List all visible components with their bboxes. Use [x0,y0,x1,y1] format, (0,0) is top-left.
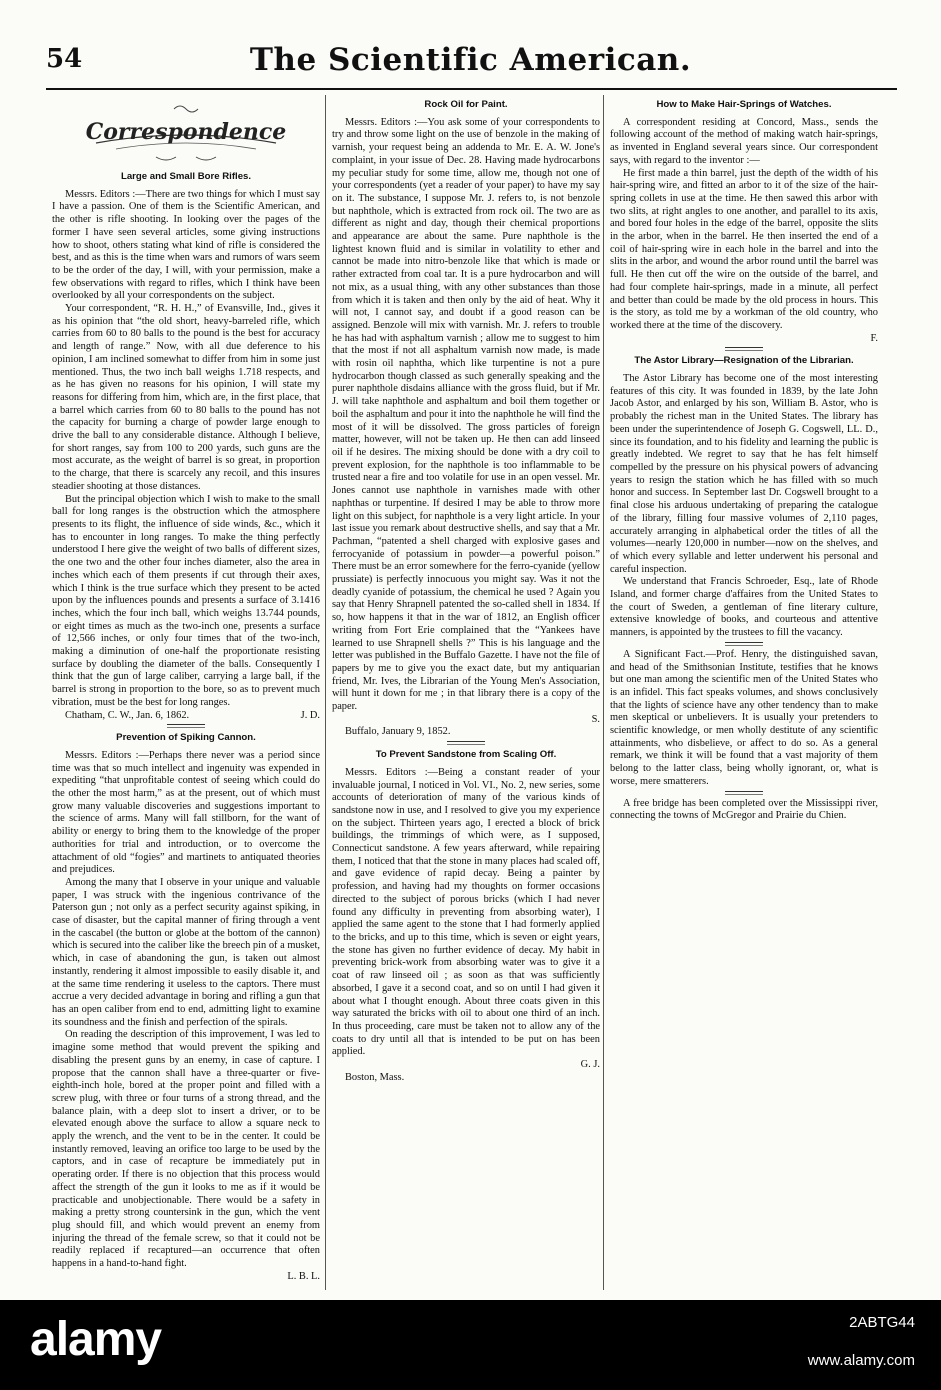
article-paragraph: We understand that Francis Schroeder, Esq., late of Rhode Island, and former charge d'affaires from the United States to the court of Sweden, a gentleman of fine literary culture, extensive knowledge of books, and courteous and attentive manners, is appointed by the trustees to fill the vacancy. [610,576,878,639]
article-signature: L. B. L. [287,1270,320,1282]
article-signature: J. D. [300,709,320,721]
correspondence-banner-art [86,99,286,163]
article-paragraph: Messrs. Editors :—Being a constant reader of your invaluable journal, I noticed in Vol. VI., No. 2, new series, some accounts of deterioration of many of the various kinds of sandstone now in use, and I resolved to give you my experience on the subject. Thirteen years ago, I erected a block of brick buildings, the trimmings of which were, as I supposed, Connecticut sandstone. A few years afterward, while repairing them, I noticed that that the stone in many places had scaled off, and gave evidence of rapid decay. Being a painter by profession, and having had my thoughts on former occasions directed to the subject of porous bricks (which I had never found any difficulty in preventing from absorbing water), I applied the same agent to the stone that I had formerly applied to the bricks, and up to this time, which is seven or eight years, the stone has given no further evidence of decay. My habit in preventing brick-work from absorbing water was to give it a coat of raw linseed oil ; as soon as that was sufficiently absorbed, I gave it a second coat, and so on until I had given it about what I thought enough. About three coats given in this way saturated the bricks with oil to about one third of an inch. In thus proceeding, care must be taken not to allow any of the coats to dry until all that is intended to be put on has been applied. [332,766,600,1058]
article-paragraph: Your correspondent, “R. H. H.,” of Evansville, Ind., gives it as his opinion that “the old short, heavy-barreled rifle, which carries from 60 to 80 balls to the pound is the best for accuracy and length of range.” Now, with all due deference to his opinion, I am inclined somewhat to differ from him in some just mentioned. Thus, the two inch ball weighs 1.718 respects, and as he has given no reasons for his opinion, I will state my reasons for differing from him, which are, in the first place, that a barrel which carries from 60 to 80 balls to the pound has not the capacity for burning a charge of powder large enough to drive the ball to any considerable distance. Although I believe, for short ranges, say from 100 to 200 yards, such guns are the most accurate, as the weight of barrel is so great, in proportion to the charge, that there is scarcely any recoil, and this insures steadier shooting at those distances. [52,303,320,492]
article-title: To Prevent Sandstone from Scaling Off. [375,749,557,761]
article-signature: F. [870,332,878,344]
article-title: Rock Oil for Paint. [424,99,508,110]
section-divider [725,791,763,795]
banner-title: Correspondence [86,119,286,145]
column-divider [603,95,604,1290]
article-paragraph: But the principal objection which I wish to make to the small ball for long ranges is the obstruction which the atmosphere presents to its flight, the influence of side winds, &c., which it has to encounter in long ranges. To make the thing perfectly understood I here give the weight of two balls of different sizes, the one two and the other four inches diameter, also the area in inches which each of them presents if cut through their axes, which I think is the true surface which they present to be acted upon by the influences pounds and presents a surface of 3.1416 inches, which the four inch ball, which weighs 13.744 pounds, or eight times as much as the two-inch one, presents a surface of 12,566 inches, or only four times that of the two-inch, making a diminution of one-half the proportionate resisting surface by doubling the diameter of the balls. Consequently I think that the gun of large caliber, carrying a large ball, if the barrel is strong in proportion to the bore, so as to prevent much vibration, must be the best for long ranges. [52,493,320,708]
article-signature-line [332,714,600,727]
article-place-date: Buffalo, January 9, 1852. [345,726,451,738]
section-divider [725,642,763,646]
column-3 [610,95,878,823]
article-title: Large and Small Bore Rifles. [120,171,252,182]
column-1 [52,95,320,1283]
article-paragraph: Messrs. Editors :—Perhaps there never was a period since time was that so much intellect and ingenuity was expended in expediting “that unprofitable contest of seeing which could do the other the most harm,” as at the present, out of which must grow many valuable discoveries and suggestions important to the science of arms. Many will fall stillborn, for the want of ability or energy to bring them to the knowledge of the proper authorities for trial and introduction, or to overcome the attachment of old “fogies” and martinets to antiquated theories and prejudices. [52,749,320,876]
article-signature-line [52,710,320,723]
header-rule [46,88,897,90]
column-divider [325,95,326,1290]
article-signature-line [52,1271,320,1284]
article-paragraph: A Significant Fact.—Prof. Henry, the distinguished savan, and head of the Smithsonian Institute, testifies that he knows but one man among the scientific men of the United States who is an infidel. This fact speaks volumes, and shows conclusively that the lights of science have any other tendency than to make men skeptical or unbelievers. It is usually your pretenders to scientific knowledge, or men wholly destitute of any scientific attainments, who disbelieve, or affect to do so. As a general remark, we think it will be found that a vast majority of them belong to the latter class, being wholly ignorant, or, what is worse, mere smatterers. [610,648,878,787]
article-signature-line [610,333,878,346]
watermark-url: www.alamy.com [807,1352,915,1369]
column-2 [332,95,600,1084]
article-paragraph: Among the many that I observe in your unique and valuable paper, I was struck with the ingenious contrivance of the Paterson gun ; not only as a perfect security against spiking, in case of disaster, but the capital manner of firing through a vent in the cascabel (the button or globe at the bottom of the cannon) which is secured into the caliber like the breech pin of a musket, which, in case of abandoning the gun, is taken out almost instantly, rendering it almost impossible to easily disable it, and at the same time rendering it useless to the captors. There must accrue a very decided advantage in boring and rifling a gun that has an open caliber from end to end, admitting light to examine its soundness and the finish and perfection of the spirals. [52,876,320,1028]
article-paragraph: The Astor Library has become one of the most interesting features of this city. It was founded in 1839, by the late John Jacob Astor, and enlarged by his son, William B. Astor, who is probably the richest man in the United States. The library has been under the superintendence of Joseph G. Cogswell, LL. D., since its foundation, and to his fidelity and learning the public is greatly indebted. We regret to say that he has felt himself compelled by the pressure on his physical powers of advancing years to resign the station which he has filled with so much honor and success. In September last Dr. Cogswell brought to a final close his arduous undertaking of preparing the catalogue of the library, filling four massive volumes of 2,110 pages, accurately arranging in alphabetical order the titles of all the volumes—nearly 120,000 in number—now on the shelves, and of which every syllable and letter underwent his personal and careful inspection. [610,373,878,575]
article-paragraph: Messrs. Editors :—There are two things for which I must say I have a passion. One of them is the Scientific American, and the other is rifle shooting. In looking over the pages of the former I have seen several articles, some giving instructions how to shoot, others stating what kind of rifle is considered the best, and as this is the time when wars and rumors of wars seem to be the order of the day, I will, with your permission, make a few observations with regard to rifles, which I think have been overlooked by all your correspondents on the subject. [52,188,320,302]
section-divider [447,741,485,745]
image-id: 2ABTG44 [849,1314,915,1331]
article-place-date: Boston, Mass. [345,1071,405,1083]
masthead: The Scientific American. [249,42,692,78]
article-title: How to Make Hair-Springs of Watches. [656,99,832,110]
article-paragraph: On reading the description of this improvement, I was led to imagine some method that would prevent the spiking and disabling the present guns by an enemy, in case of capture. I propose that the cannon shall have a three-quarter or five-eighth-inch hole, bored at the proper point and filled with a screw plug, with three or four turns of a strong thread, and the balance plain, with a deep slot to insert a driver, or to be elevated enough above the surface to allow a square neck to apply the wrench, and the vent to be in the center. It could be instantly removed, leaving an orifice too large to be used by the captors, and in case of recapture be immediately put in operating order. If there is no objection that this process would affect the strength of the gun it looks to me as if it would be practicable and unobjectionable. There would be a safety in making a pretty strong countersink in the gun, which the vent plug should fill, and which would prevent an enemy from injuring the thread of the female screw, so that it could not be readily replaced if recaptured—an occurrence that often happens in a hand-to-hand fight. [52,1029,320,1270]
article-paragraph: Messrs. Editors :—You ask some of your correspondents to try and throw some light on the use of benzole in the making of varnish, your request being an addenda to Mr. E. A. W. Jone's complaint, in your issue of Dec. 28. Having made hydrocarbons my peculiar study for some time, allow me, though not one of your correspondents (yet a reader of your paper) to have my say on it. The substance, I suppose Mr. J. refers to, is not benzole but naphthole, which is extracted from rock oil. The two are as different as night and day, though their chemical proportions and appearance are about the same. Pure naphthole is the lightest known fluid and is similar in volatility to ether and cannot be made into nitro-benzole like that which is made or rather extracted from coal tar. It is a pure hydrocarbon and will not mix, as a usual thing, with any other substances than those from which it is taken and then only by the aid of heat. Why it will not, I cannot say, and doubt if a good reason can be assigned. Benzole will mix with varnish. Mr. J. refers to trouble he has had with asphaltum varnish ; allow me to suggest to him that the most if not all asphaltum varnish now made, is made with rosin oil naphtha, which like turpentine is not a pure hydrocarbon though classed as such generally speaking and the purer naphthole disdains alliance with the gross fluid, but if Mr. J. will take naphthole and asphaltum and boil them together or boil the asphaltum and pour it into the naphthole he will find the most of it will be dissolved. The gross particles of foreign matter, however, will not be taken up. He then can add linseed oil if he desires. The mixing should be done with a dry coil to prevent explosion, for the naphthole is too inflammable to be trusted near a fire and too volatile for use in an open vessel. Mr. Jones cannot use naphthole in varnishes made with other naphthas or turpentine. If desired I may be able to throw more light on this subject, for naphthole is a very light article. In your last issue you remark about destructive shells, and say that a Mr. Pachman, “patented a shell charged with explosive gases and ferrocyanide of potassium in powder—a powerful poison.” There must be an error somewhere for the ferro-cyanide (yellow prussiate) is perfectly innocuous you might say. Was it not the deadly cyanide of potassium, the chemical he used ? Again you say that Henry Shrapnell patented the so-called shell in 1834. If so, how happens it that in the war of 1812, an English officer writing from Fort Erie complained that the “Yankees have learned to use Shrapnell shells ?” This is his language and the letter was published in the Buffalo Gazette. I have not the file of papers by me to give you the exact date, but my antiquarian friend, Mr. Ives, the Librarian of the Young Men's Association, will hunt it down for me ; in that library there is a copy of the paper. [332,116,600,713]
article-signature: G. J. [580,1059,600,1071]
section-divider [725,347,763,351]
article-signature-line [332,1059,600,1072]
section-divider [167,724,205,728]
article-title: Prevention of Spiking Cannon. [116,732,256,744]
page-number: 54 [46,44,83,74]
correspondence-banner [52,95,320,167]
article-paragraph: A free bridge has been completed over the Mississippi river, connecting the towns of McGregor and Prairie du Chien. [610,797,878,822]
article-paragraph: He first made a thin barrel, just the depth of the width of his hair-spring wire, and fitted an arbor to it of the size of the hair-spring collets in use at the time. He then sawed this arbor with two slits, at right angles to one another, and parallel to its axis, and bored four holes in the edge of the barrel, opposite the slits in the arbor, when in the barrel. He then inserted the end of a coil of hair-spring wire in each hole in the barrel and into the slits in the arbor, and wound the arbor round until the barrel was full. He then cut off the wire on the outside of the barrel, and had four complete hair-springs, made in a minute, all perfect and better than could be made by the old process in hours. This is the story, as told me by a workman of the old country, who worked there at the time of the discovery. [610,167,878,331]
article-signature: S. [591,713,600,725]
article-place-date: Chatham, C. W., Jan. 6, 1862. [65,709,190,721]
article-title: The Astor Library—Resignation of the Librarian. [634,355,854,367]
alamy-logo: alamy [30,1313,162,1366]
article-paragraph: A correspondent residing at Concord, Mass., sends the following account of the method of making watch hair-springs, as invented in England several years since. Our correspondent says, with regard to the inventor :— [610,116,878,166]
